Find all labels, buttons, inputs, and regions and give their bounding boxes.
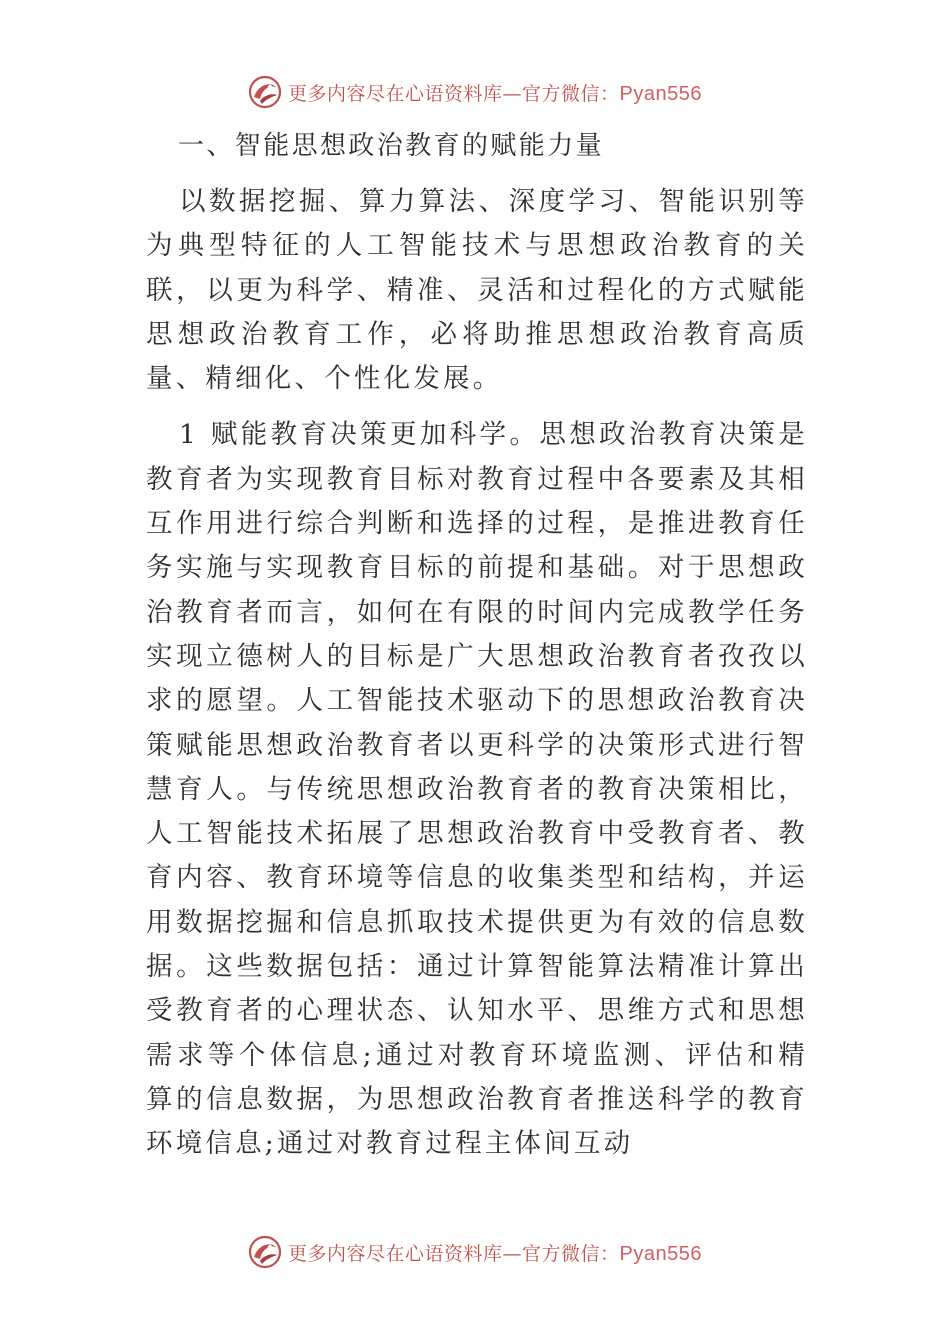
- banner-wechat-label: 官方微信：: [522, 1242, 620, 1265]
- banner-slogan: 更多内容尽在心语资料库: [288, 1242, 503, 1265]
- document-body: [146, 124, 808, 1179]
- paragraph-decision: 1 赋能教育决策更加科学。思想政治教育决策是教育者为实现教育目标对教育过程中各要素及其相互作用进行综合判断和选择的过程，是推进教育任务实施与实现教育目标的前提和基础。对于思想政治教育者而言，如何在有限的时间内完成教学任务实现立德树人的目标是广大思想政治教育者孜孜以求的愿望。人工智能技术驱动下的思想政治教育决策赋能思想政治教育者以更科学的决策形式进行智慧育人。与传统思想政治教育者的教育决策相比，人工智能技术拓展了思想政治教育中受教育者、教育内容、教育环境等信息的收集类型和结构，并运用数据挖掘和信息抓取技术提供更为有效的信息数据。这些数据包括：通过计算智能算法精准计算出受教育者的心理状态、认知水平、思维方式和思想需求等个体信息;通过对教育环境监测、评估和精算的信息数据，为思想政治教育者推送科学的教育环境信息;通过对教育过程主体间互动: [146, 419, 808, 1160]
- banner-slogan: 更多内容尽在心语资料库: [288, 82, 503, 105]
- header-banner: [0, 70, 950, 114]
- banner-text: [288, 79, 702, 106]
- red-swirl-logo-icon: [248, 75, 282, 109]
- footer-banner: [0, 1230, 950, 1274]
- banner-dash: —: [502, 82, 523, 105]
- banner-wechat-id: Pyan556: [619, 82, 702, 105]
- banner-text: [288, 1239, 702, 1266]
- banner-wechat-label: 官方微信：: [522, 82, 620, 105]
- paragraph-intro: 以数据挖掘、算力算法、深度学习、智能识别等为典型特征的人工智能技术与思想政治教育的关联，以更为科学、精准、灵活和过程化的方式赋能思想政治教育工作，必将助推思想政治教育高质量、精细化、个性化发展。: [146, 186, 808, 395]
- banner-dash: —: [502, 1242, 523, 1265]
- banner-wechat-id: Pyan556: [619, 1242, 702, 1265]
- red-swirl-logo-icon: [248, 1235, 282, 1269]
- section-heading: 一、智能思想政治教育的赋能力量: [178, 131, 605, 161]
